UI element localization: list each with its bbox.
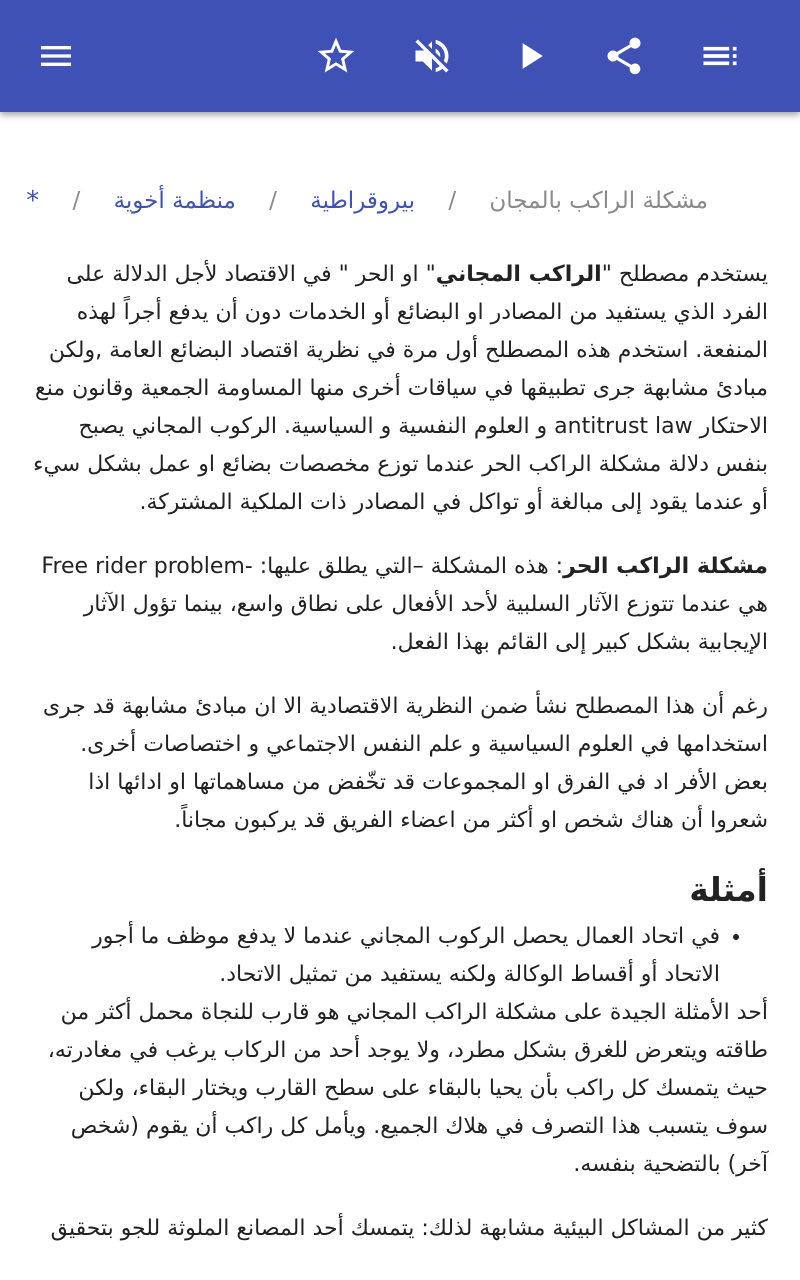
breadcrumb-separator: / xyxy=(269,187,277,214)
play-button[interactable] xyxy=(498,24,562,88)
text-run: يستخدم مصطلح " xyxy=(601,262,768,287)
mute-icon xyxy=(410,34,454,78)
breadcrumb-link-fraternity[interactable]: منظمة أخوية xyxy=(113,187,236,214)
article-body xyxy=(32,256,768,1274)
english-term: Free rider problem- xyxy=(41,554,253,579)
breadcrumb-current: مشكلة الراكب بالمجان xyxy=(489,187,708,214)
text-run: و العلوم النفسية و السياسية. الركوب المجاني يصبح بنفس دلالة مشكلة الراكب الحر عندما توزع مخصصات بضائع او عمل بشكل سيء أو عندما يقود إلى مبالغة أو تواكل في المصادر ذات الملكية المشتركة. xyxy=(33,414,768,515)
text-run: " او الحر " في الاقتصاد لأجل الدلالة على الفرد الذي يستفيد من المصادر او البضائع أو الخدمات دون أن يدفع أجراً لهذه المنفعة. استخدم هذه المصطلح أول مرة في نظرية اقتصاد البضائع العامة ,ولكن مبادئ مشابهة جرى تطبيقها في سياقات أخرى منها المساومة الجمعية وقانون منع الاحتكار xyxy=(35,262,768,439)
star-icon xyxy=(314,34,358,78)
breadcrumb xyxy=(26,182,708,219)
text-run: هي عندما تتوزع الآثار السلبية لأحد الأفعال على نطاق واسع، بينما تؤول الآثار الإيجابية بشكل كبير إلى القائم بهذا الفعل. xyxy=(83,592,768,655)
paragraph-definition xyxy=(32,548,768,662)
section-heading-examples: أمثلة xyxy=(689,870,768,909)
paragraph-origin: رغم أن هذا المصطلح نشأ ضمن النظرية الاقتصادية الا ان مبادئ مشابهة قد جرى استخدامها في العلوم السياسية و علم النفس الاجتماعي و اختصاصات أخرى. بعض الأفر اد في الفرق او المجموعات قد تخّفض من مساهماتها او ادائها اذا شعروا أن هناك شخص او أكثر من اعضاء الفريق قد يركبون مجاناً. xyxy=(42,694,768,833)
examples-list xyxy=(32,918,768,994)
bold-term: مشكلة الراكب الحر xyxy=(563,554,768,579)
article-content xyxy=(0,112,800,1280)
paragraph-lifeboat: أحد الأمثلة الجيدة على مشكلة الراكب المجاني هو قارب للنجاة محمل أكثر من طاقته ويتعرض للغرق بشكل مطرد، ولا يوجد أحد من الركاب يرغب في مغادرته، حيث يتمسك كل راكب بأن يحيا بالبقاء على سطح القارب ويختار البقاء، ولكن سوف يتسبب هذا التصرف في هلاك الجميع. ويأمل كل راكب أن يقوم (شخص آخر) بالتضحية بنفسه. xyxy=(47,1000,768,1177)
share-button[interactable] xyxy=(592,24,656,88)
text-run: : هذه المشكلة –التي يطلق عليها: xyxy=(252,554,564,579)
app-toolbar xyxy=(0,0,800,112)
menu-button[interactable] xyxy=(24,24,88,88)
menu-icon xyxy=(36,36,76,76)
paragraph-environment: كثير من المشاكل البيئية مشابهة لذلك: يتمسك أحد المصانع الملوثة للجو بتحقيق xyxy=(50,1216,768,1241)
mute-button[interactable] xyxy=(400,24,464,88)
english-term: antitrust law xyxy=(554,414,693,439)
play-icon xyxy=(508,34,552,78)
breadcrumb-home-star[interactable]: * xyxy=(26,185,40,216)
breadcrumb-separator: / xyxy=(72,187,81,214)
list-item: • في اتحاد العمال يحصل الركوب المجاني عندما لا يدفع موظف ما أجور الاتحاد أو أقساط الوكالة ولكنه يستفيد من تمثيل الاتحاد. xyxy=(32,918,720,994)
breadcrumb-link-bureaucracy[interactable]: بيروقراطية xyxy=(310,187,416,214)
breadcrumb-separator: / xyxy=(448,187,457,214)
paragraph-intro xyxy=(32,256,768,522)
toc-icon xyxy=(698,34,742,78)
favorite-button[interactable] xyxy=(304,24,368,88)
table-of-contents-button[interactable] xyxy=(688,24,752,88)
share-icon xyxy=(602,34,646,78)
bold-term: الراكب المجاني xyxy=(435,262,602,287)
